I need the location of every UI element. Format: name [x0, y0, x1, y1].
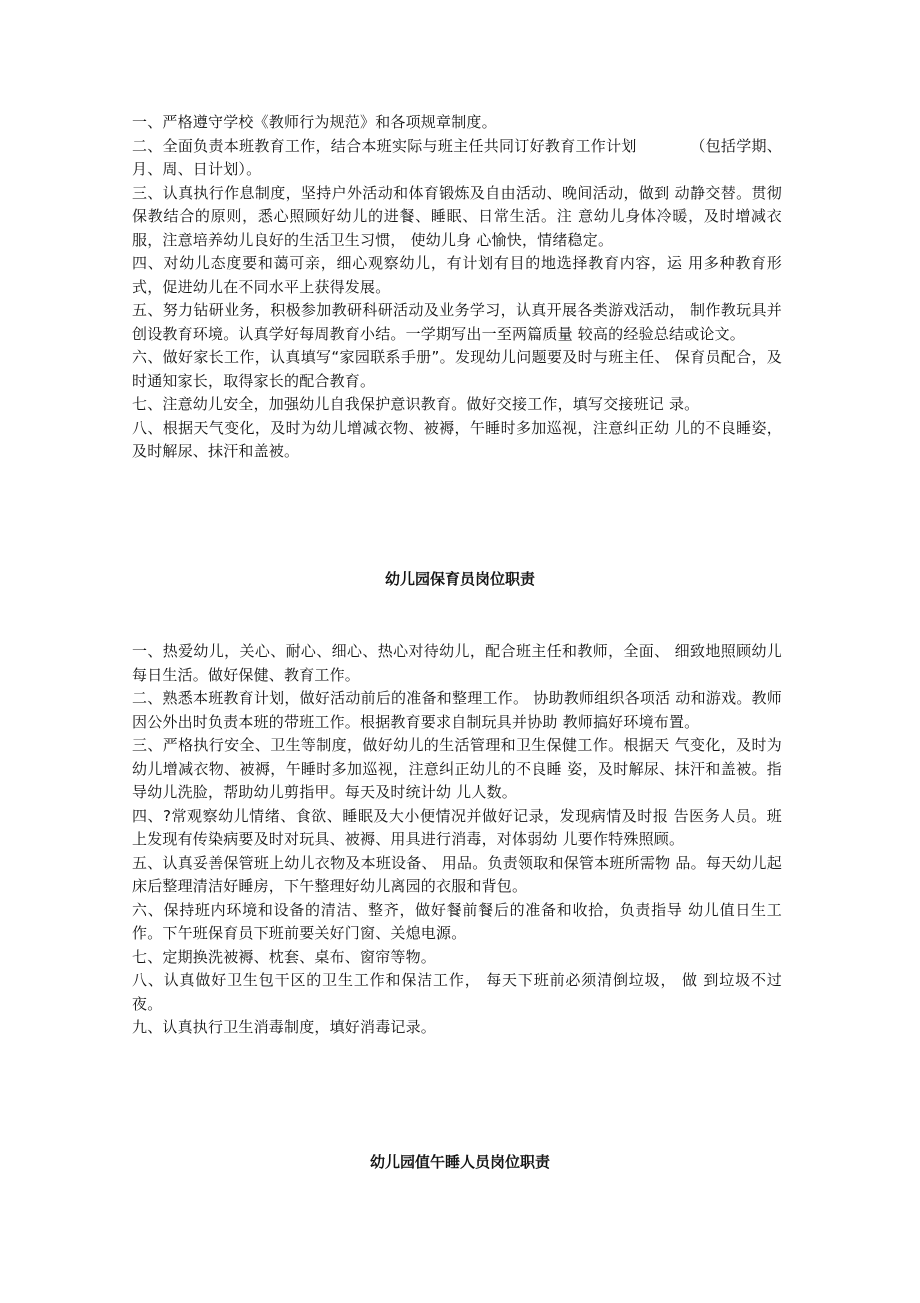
list-item: 八、根据天气变化，及时为幼儿增减衣物、被褥，午睡时多加巡视，注意纠正幼 儿的不良睡姿，及时解尿、抹汗和盖被。	[132, 418, 782, 460]
list-item: 二、全面负责本班教育工作，结合本班实际与班主任共同订好教育工作计划 （包括学期、月、周、日计划）。	[132, 136, 782, 178]
nurse-duties-title: 幼儿园保育员岗位职责	[384, 570, 535, 588]
list-item: 五、认真妥善保管班上幼儿衣物及本班设备、 用品。负责领取和保管本班所需物 品。每天幼儿起床后整理清洁好睡房，下午整理好幼儿离园的衣服和背包。	[132, 853, 782, 895]
list-item: 六、做好家长工作，认真填写“家园联系手册”。发现幼儿问题要及时与班主任、 保育员配合，及时通知家长，取得家长的配合教育。	[132, 348, 782, 390]
list-item: 五、努力钻研业务，积极参加教研科研活动及业务学习，认真开展各类游戏活动， 制作教玩具并创设教育环境。认真学好每周教育小结。一学期写出一至两篇质量 较高的经验总结或论文。	[132, 301, 782, 343]
list-item: 三、严格执行安全、卫生等制度，做好幼儿的生活管理和卫生保健工作。根据天 气变化，及时为幼儿增减衣物、被褥，午睡时多加巡视，注意纠正幼儿的不良睡 姿，及时解尿、抹汗和盖被。指导幼儿洗脸，帮助幼儿剪指甲。每天及时统计幼 儿人数。	[132, 736, 782, 801]
list-item: 四、对幼儿态度要和蔼可亲，细心观察幼儿，有计划有目的地选择教育内容，运 用多种教育形式，促进幼儿在不同水平上获得发展。	[132, 254, 782, 296]
list-item: 二、熟悉本班教育计划，做好活动前后的准备和整理工作。 协助教师组织各项活 动和游戏。教师因公外出时负责本班的带班工作。根据教育要求自制玩具并协助 教师搞好环境布置。	[132, 689, 782, 731]
list-item: 七、注意幼儿安全，加强幼儿自我保护意识教育。做好交接工作，填写交接班记 录。	[132, 395, 700, 413]
list-item: 八、认真做好卫生包干区的卫生工作和保洁工作， 每天下班前必须清倒垃圾， 做 到垃圾不过夜。	[132, 971, 782, 1013]
list-item: 四、?常观察幼儿情绪、食欲、睡眠及大小便情况并做好记录，发现病情及时报 告医务人员。班上发现有传染病要及时对玩具、被褥、用具进行消毒，对体弱幼 儿要作特殊照顾。	[132, 806, 782, 848]
list-item: 九、认真执行卫生消毒制度，填好消毒记录。	[132, 1018, 437, 1036]
list-item: 三、认真执行作息制度，坚持户外活动和体育锻炼及自由活动、晚间活动，做到 动静交替。贯彻保教结合的原则，悉心照顾好幼儿的进餐、睡眠、日常生活。注 意幼儿身体冷暖，及时增减衣服，注意培养幼儿良好的生活卫生习惯， 使幼儿身 心愉快，情绪稳定。	[132, 183, 782, 249]
nurse-duties-list	[132, 640, 782, 1040]
list-item: 七、定期换洗被褥、枕套、桌布、窗帘等物。	[132, 947, 437, 966]
list-item: 一、热爱幼儿，关心、耐心、细心、热心对待幼儿，配合班主任和教师，全面、 细致地照顾幼儿每日生活。做好保健、教育工作。	[132, 642, 782, 684]
nap-duty-title: 幼儿园值午睡人员岗位职责	[369, 1153, 550, 1171]
list-item: 六、保持班内环境和设备的清洁、整齐，做好餐前餐后的准备和收拾，负责指导 幼儿值日生工作。下午班保育员下班前要关好门窗、关熄电源。	[132, 900, 782, 942]
teacher-duties-list	[132, 111, 782, 464]
list-item: 一、严格遵守学校《教师行为规范》和各项规章制度。	[132, 113, 497, 131]
